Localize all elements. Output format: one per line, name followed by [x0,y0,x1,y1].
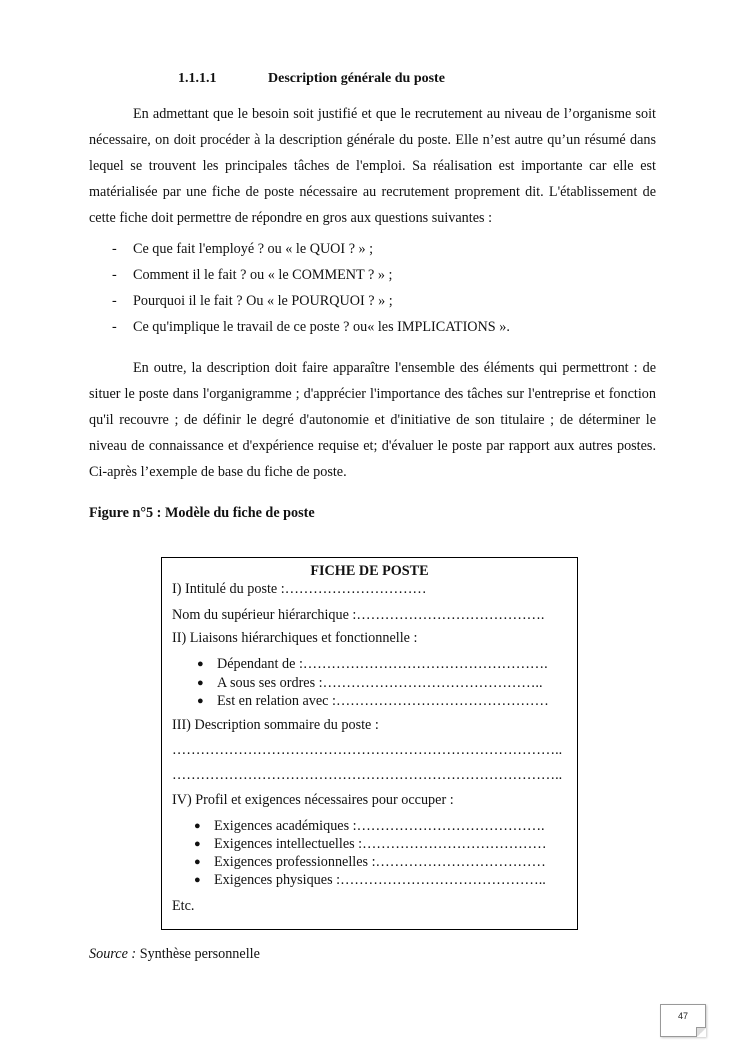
list-item: - Pourquoi il le fait ? Ou « le POURQUOI ? » ; [112,293,393,309]
fiche-intitule: I) Intitulé du poste :………………………… [172,581,427,597]
section-title: Description générale du poste [268,71,445,86]
fiche-description-line: ……………………………………………………………………….. [172,742,563,758]
figure-caption: Figure n°5 : Modèle du fiche de poste [89,505,315,521]
bullet-icon: ● [194,838,201,850]
fiche-superieur: Nom du supérieur hiérarchique :…………………………………. [172,607,545,623]
fiche-liaisons-heading: II) Liaisons hiérarchiques et fonctionnelle : [172,630,418,646]
list-item: ● Exigences intellectuelles :………………………………… [194,836,547,852]
list-item: - Ce que fait l'employé ? ou « le QUOI ? » ; [112,241,374,257]
question-list [112,238,510,342]
fiche-de-poste-box [161,557,578,930]
fiche-title: FICHE DE POSTE [310,563,429,579]
bullet-icon: ● [197,658,204,670]
list-item: ● Dépendant de :……………………………………………. [197,656,548,672]
bullet-icon: ● [197,677,204,689]
list-item: ● Exigences académiques :…………………………………. [194,818,545,834]
list-item: ● Est en relation avec :……………………………………… [197,693,549,709]
page-number: 47 [677,1011,688,1021]
section-number: 1.1.1.1 [178,71,217,86]
section-heading [178,71,445,87]
bullet-icon: ● [197,695,204,707]
figure-source [89,946,260,963]
fiche-profil-heading: IV) Profil et exigences nécessaires pour occuper : [172,792,454,808]
list-item: - Ce qu'implique le travail de ce poste ? ou« les IMPLICATIONS ». [112,319,510,335]
source-text: Synthèse personnelle [136,946,260,962]
list-item: ● Exigences physiques :…………………………………….. [194,872,546,888]
page-number-box [660,1004,706,1037]
paragraph-intro-text: En admettant que le besoin soit justifié et que le recrutement au niveau de l’organisme soit nécessaire, on doit procéder à la description générale du poste. Elle n’est autre qu’un résumé dans lequel se trouvent les principales tâches de l'emploi. Sa réalisation est importante car elle est matérialisée par une fiche de poste nécessaire au recrutement proprement dit. L'établissement de cette fiche doit permettre de répondre en gros aux questions suivantes : [89,106,656,226]
paragraph-description [89,355,656,485]
fiche-description-heading: III) Description sommaire du poste : [172,717,379,733]
fiche-etc: Etc. [172,898,195,914]
bullet-icon: ● [194,820,201,832]
bullet-icon: ● [194,874,201,886]
page-fold-icon [696,1027,706,1037]
list-item: ● A sous ses ordres :……………………………………….. [197,675,543,691]
list-item: - Comment il le fait ? ou « le COMMENT ? » ; [112,267,393,283]
bullet-icon: ● [194,856,201,868]
list-item: ● Exigences professionnelles :……………………………… [194,854,546,870]
paragraph-description-text: En outre, la description doit faire apparaître l'ensemble des éléments qui permettront : de situer le poste dans l'organigramme ; d'apprécier l'importance des tâches sur l'entreprise et fonction qu'il recouvre ; de définir le degré d'autonomie et d'initiative de son titulaire ; de déterminer le niveau de connaissance et d'expérience requise et; d'évaluer le poste par rapport aux autres postes. Ci-après l’exemple de base du fiche de poste. [89,360,656,480]
paragraph-intro [89,101,656,231]
fiche-description-line: ……………………………………………………………………….. [172,767,563,783]
source-label: Source : [89,946,137,962]
